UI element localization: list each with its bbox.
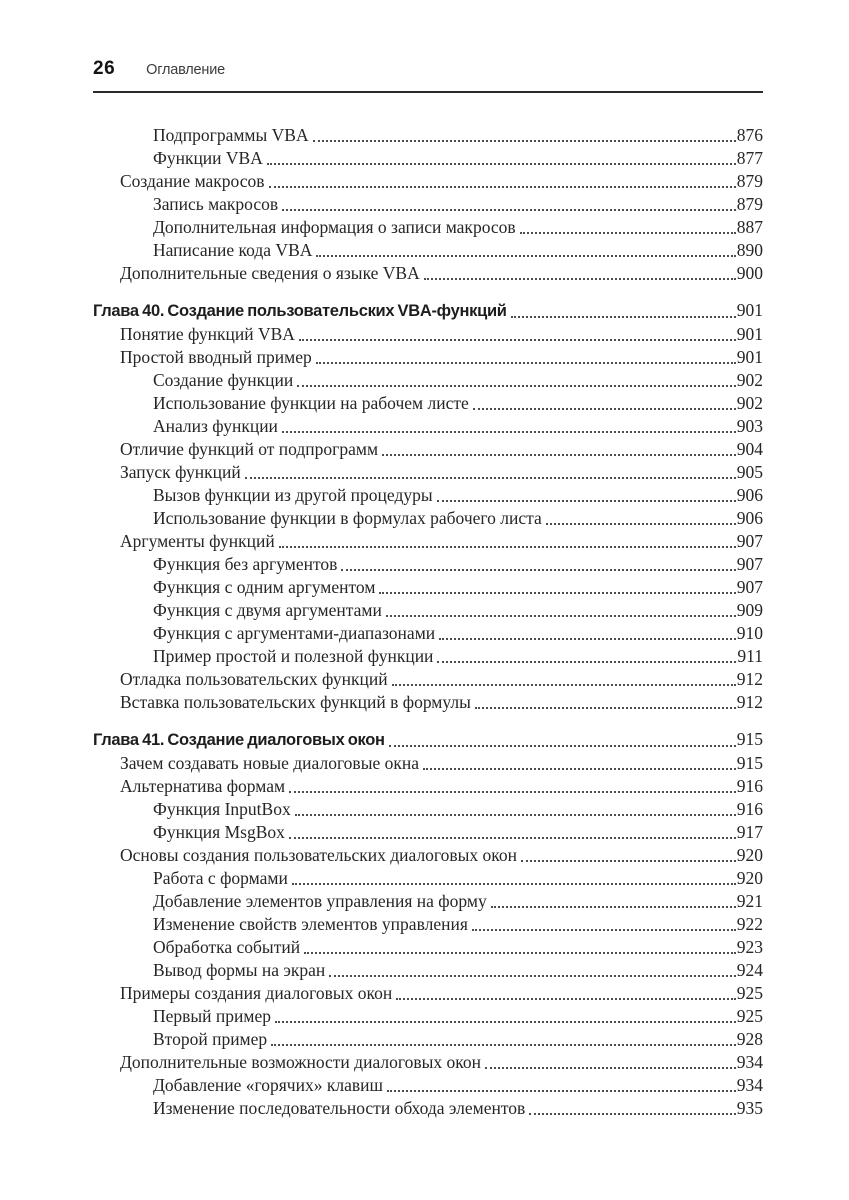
toc-chapter-heading-page: 915: [736, 729, 763, 749]
toc-entry-page: 912: [736, 692, 763, 712]
toc-entry: [93, 668, 763, 691]
toc-entry-title: Отладка пользовательских функций: [120, 669, 388, 689]
toc-entry-page: 916: [736, 776, 763, 796]
toc-entry: [93, 1097, 763, 1120]
dot-leader: [511, 316, 736, 318]
toc-entry-title: Создание функции: [153, 370, 294, 390]
toc-entry: [93, 959, 763, 982]
toc-entry-title: Дополнительные сведения о языке VBA: [120, 263, 420, 283]
toc-chapter-heading-title: Глава 40. Создание пользовательских VBA-функций: [93, 302, 507, 320]
toc-entry-page: 903: [736, 416, 763, 436]
toc-entry: [93, 147, 763, 170]
toc-entry: [93, 262, 763, 285]
toc-entry-page: 907: [736, 554, 763, 574]
toc-entry-title: Функция MsgBox: [153, 822, 285, 842]
toc-entry: [93, 553, 763, 576]
toc-entry: [93, 216, 763, 239]
toc-chapter-heading: [93, 728, 763, 752]
dot-leader: [279, 546, 736, 548]
toc-entry-title: Анализ функции: [153, 416, 278, 436]
toc-entry-title: Обработка событий: [153, 937, 301, 957]
toc-entry-title: Вызов функции из другой процедуры: [153, 485, 433, 505]
dot-leader: [292, 883, 736, 885]
dot-leader: [289, 837, 736, 839]
toc-entry-title: Отличие функций от подпрограмм: [120, 439, 379, 459]
toc-entry-page: 915: [736, 753, 763, 773]
page-header: [93, 58, 763, 82]
toc-entry: [93, 821, 763, 844]
toc-entry-title: Функции VBA: [153, 148, 263, 168]
toc-entry-page: 922: [736, 914, 763, 934]
toc-entry-title: Пример простой и полезной функции: [153, 646, 434, 666]
toc-entry-title: Функция без аргументов: [153, 554, 338, 574]
toc-entry-title: Первый пример: [153, 1006, 271, 1026]
toc-entry-page: 900: [736, 263, 763, 283]
toc-entry-title: Зачем создавать новые диалоговые окна: [120, 753, 419, 773]
toc-entry-page: 920: [736, 845, 763, 865]
toc-entry: [93, 622, 763, 645]
toc-entry-title: Функция с двумя аргументами: [153, 600, 382, 620]
toc-entry-page: 877: [736, 148, 763, 168]
toc-entry-page: 902: [736, 393, 763, 413]
toc-entry-title: Второй пример: [153, 1029, 268, 1049]
header-rule: [93, 91, 763, 93]
toc-entry-page: 911: [737, 646, 763, 666]
toc-section: [93, 728, 763, 1120]
toc-entry-title: Запуск функций: [120, 462, 241, 482]
dot-leader: [379, 592, 735, 594]
toc-entry-title: Запись макросов: [153, 194, 279, 214]
toc-entry: [93, 438, 763, 461]
toc-entry-title: Работа с формами: [153, 868, 288, 888]
dot-leader: [472, 929, 736, 931]
toc-entry-title: Добавление элементов управления на форму: [153, 891, 487, 911]
toc-entry: [93, 484, 763, 507]
toc-chapter-heading: [93, 299, 763, 323]
toc-entry: [93, 798, 763, 821]
toc-entry: [93, 239, 763, 262]
toc-entry: [93, 599, 763, 622]
toc-entry-page: 887: [736, 217, 763, 237]
toc-entry: [93, 369, 763, 392]
toc-entry-page: 934: [736, 1075, 763, 1095]
toc-entry: [93, 936, 763, 959]
toc-entry: [93, 461, 763, 484]
toc-entry: [93, 913, 763, 936]
toc-entry: [93, 170, 763, 193]
toc-entry-page: 917: [736, 822, 763, 842]
dot-leader: [299, 339, 736, 341]
toc-entry-page: 910: [736, 623, 763, 643]
toc-entry-title: Функция с одним аргументом: [153, 577, 376, 597]
toc-entry-page: 907: [736, 577, 763, 597]
dot-leader: [341, 569, 735, 571]
toc-entry-page: 907: [736, 531, 763, 551]
running-title: Оглавление: [146, 62, 225, 78]
dot-leader: [295, 814, 736, 816]
toc-entry-page: 876: [736, 125, 763, 145]
toc-entry-page: 906: [736, 485, 763, 505]
dot-leader: [439, 638, 736, 640]
toc-entry-title: Использование функции на рабочем листе: [153, 393, 469, 413]
dot-leader: [382, 454, 736, 456]
dot-leader: [521, 860, 736, 862]
toc-entry-title: Дополнительная информация о записи макросов: [153, 217, 516, 237]
dot-leader: [437, 661, 736, 663]
toc-entry: [93, 645, 763, 668]
toc-entry-title: Аргументы функций: [120, 531, 275, 551]
toc-entry: [93, 1005, 763, 1028]
toc-entry-title: Функция с аргументами-диапазонами: [153, 623, 436, 643]
toc-entry-title: Использование функции в формулах рабочего листа: [153, 508, 542, 528]
toc-entry-page: 920: [736, 868, 763, 888]
toc-entry-title: Примеры создания диалоговых окон: [120, 983, 393, 1003]
dot-leader: [520, 232, 736, 234]
toc-entry-title: Вставка пользовательских функций в формулы: [120, 692, 471, 712]
toc-entry-title: Создание макросов: [120, 171, 265, 191]
toc-entry-page: 934: [736, 1052, 763, 1072]
dot-leader: [304, 952, 736, 954]
toc-entry: [93, 323, 763, 346]
dot-leader: [329, 975, 735, 977]
toc-entry-page: 904: [736, 439, 763, 459]
toc-entry-page: 924: [736, 960, 763, 980]
dot-leader: [389, 745, 736, 747]
page-number: 26: [93, 58, 116, 79]
toc-entry-page: 906: [736, 508, 763, 528]
toc-entry: [93, 415, 763, 438]
dot-leader: [424, 278, 736, 280]
toc-section: [93, 299, 763, 714]
toc-entry-page: 901: [736, 347, 763, 367]
toc-entry-title: Вывод формы на экран: [153, 960, 326, 980]
toc-entry: [93, 1074, 763, 1097]
toc-entry-page: 925: [736, 1006, 763, 1026]
toc-entry-title: Дополнительные возможности диалоговых окон: [120, 1052, 481, 1072]
toc-entry-title: Подпрограммы VBA: [153, 125, 309, 145]
toc-entry-title: Добавление «горячих» клавиш: [153, 1075, 383, 1095]
dot-leader: [316, 362, 736, 364]
dot-leader: [491, 906, 736, 908]
toc-entry-page: 879: [736, 171, 763, 191]
dot-leader: [423, 768, 736, 770]
toc-entry: [93, 392, 763, 415]
dot-leader: [313, 140, 736, 142]
toc-entry-title: Альтернатива формам: [120, 776, 286, 796]
dot-leader: [546, 523, 736, 525]
dot-leader: [387, 1090, 736, 1092]
toc-entry: [93, 775, 763, 798]
toc-entry: [93, 1051, 763, 1074]
toc-entry-page: 935: [736, 1098, 763, 1118]
dot-leader: [267, 163, 736, 165]
toc-chapter-heading-page: 901: [736, 300, 763, 320]
toc-chapter-heading-title: Глава 41. Создание диалоговых окон: [93, 731, 385, 749]
dot-leader: [282, 431, 736, 433]
toc-entry: [93, 193, 763, 216]
toc-entry-title: Изменение последовательности обхода элементов: [153, 1098, 526, 1118]
dot-leader: [282, 209, 736, 211]
toc-entry-page: 879: [736, 194, 763, 214]
toc-entry: [93, 1028, 763, 1051]
toc-entry-page: 923: [736, 937, 763, 957]
toc-entry-title: Изменение свойств элементов управления: [153, 914, 468, 934]
toc-entry: [93, 530, 763, 553]
toc-entry: [93, 982, 763, 1005]
toc-entry-page: 912: [736, 669, 763, 689]
toc-entry-page: 901: [736, 324, 763, 344]
toc-entry-title: Понятие функций VBA: [120, 324, 295, 344]
toc-entry-page: 909: [736, 600, 763, 620]
dot-leader: [386, 615, 736, 617]
toc-entry-page: 925: [736, 983, 763, 1003]
toc-entry: [93, 124, 763, 147]
dot-leader: [271, 1044, 736, 1046]
toc-entry: [93, 752, 763, 775]
toc-section: [93, 124, 763, 285]
toc-entry-page: 916: [736, 799, 763, 819]
toc-entry: [93, 844, 763, 867]
toc-entry-page: 921: [736, 891, 763, 911]
toc-entry: [93, 890, 763, 913]
dot-leader: [245, 477, 736, 479]
toc-entry-title: Написание кода VBA: [153, 240, 313, 260]
dot-leader: [316, 255, 735, 257]
dot-leader: [396, 998, 736, 1000]
dot-leader: [392, 684, 736, 686]
dot-leader: [289, 791, 736, 793]
toc-entry-title: Основы создания пользовательских диалоговых окон: [120, 845, 518, 865]
toc-entry-page: 902: [736, 370, 763, 390]
toc-entry-title: Простой вводный пример: [120, 347, 312, 367]
dot-leader: [275, 1021, 736, 1023]
toc-entry-page: 890: [736, 240, 763, 260]
dot-leader: [437, 500, 736, 502]
dot-leader: [475, 707, 736, 709]
dot-leader: [269, 186, 736, 188]
dot-leader: [485, 1067, 736, 1069]
toc-entry: [93, 507, 763, 530]
toc-entry-page: 928: [736, 1029, 763, 1049]
dot-leader: [297, 385, 736, 387]
toc-entry: [93, 867, 763, 890]
toc-list: [93, 124, 763, 1120]
toc-entry: [93, 576, 763, 599]
toc-entry: [93, 691, 763, 714]
toc-entry-title: Функция InputBox: [153, 799, 291, 819]
toc-entry: [93, 346, 763, 369]
dot-leader: [473, 408, 736, 410]
toc-entry-page: 905: [736, 462, 763, 482]
dot-leader: [529, 1113, 735, 1115]
